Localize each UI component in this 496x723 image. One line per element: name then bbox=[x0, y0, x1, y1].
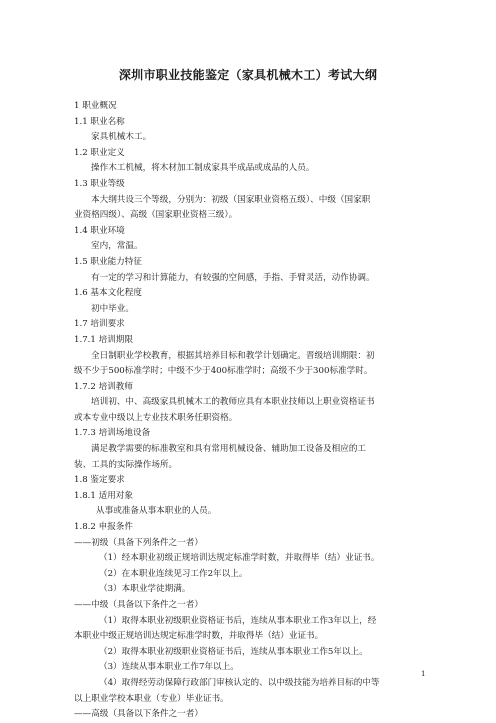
paragraph-line: 从事或准备从事本职业的人员。 bbox=[96, 506, 217, 517]
paragraph-line: 满足教学需要的标准教室和具有常用机械设备、辅助加工设备及相应的工 bbox=[91, 444, 367, 455]
list-item: （3）连续从事本职业工作7年以上。 bbox=[99, 662, 239, 673]
section-heading: 1.8.1 适用对象 bbox=[74, 490, 133, 501]
list-item-continuation: 以上职业学校本职业（专业）毕业证书。 bbox=[74, 693, 229, 704]
paragraph-line: 操作木工机械，将木材加工制成家具半成品或成品的人员。 bbox=[91, 163, 315, 174]
list-item: （2）在本职业连续见习工作2年以上。 bbox=[99, 568, 248, 579]
section-heading: 1.3 职业等级 bbox=[74, 178, 125, 189]
page-number: 1 bbox=[421, 670, 426, 678]
section-heading: 1.6 基本文化程度 bbox=[74, 288, 142, 299]
paragraph-line: 本大纲共设三个等级，分别为：初级（国家职业资格五级）、中级（国家职 bbox=[91, 194, 371, 205]
section-heading: 1.7.3 培训场地设备 bbox=[74, 428, 151, 439]
section-heading: 1.7 培训要求 bbox=[74, 319, 125, 330]
level-heading: ——初级（具备下列条件之一者） bbox=[74, 537, 203, 548]
list-item: （1）取得本职业初级职业资格证书后，连续从事本职业工作3年以上，经 bbox=[99, 615, 377, 626]
paragraph-line: 或本专业中级以上专业技术职务任职资格。 bbox=[74, 412, 238, 423]
section-heading: 1.2 职业定义 bbox=[74, 147, 125, 158]
paragraph-line: 培训初、中、高级家具机械木工的教师应具有本职业技师以上职业资格证书 bbox=[91, 397, 375, 408]
paragraph-line: 业资格四级）、高级（国家职业资格三级）。 bbox=[74, 210, 238, 221]
section-heading: 1.5 职业能力特征 bbox=[74, 256, 142, 267]
section-heading: 1.8.2 申报条件 bbox=[74, 522, 133, 533]
paragraph-line: 级不少于500标准学时；中级不少于400标准学时；高级不少于300标准学时。 bbox=[74, 366, 373, 377]
paragraph-line: 有一定的学习和计算能力，有较强的空间感，手指、手臂灵活，动作协调。 bbox=[91, 272, 375, 283]
section-heading: 1.7.2 培训教师 bbox=[74, 381, 133, 392]
section-heading: 1 职业概况 bbox=[74, 101, 117, 111]
document-title: 深圳市职业技能鉴定（家具机械木工）考试大纲 bbox=[118, 68, 378, 82]
section-heading: 1.7.1 培训期限 bbox=[74, 334, 133, 345]
paragraph-line: 装、工具的实际操作场所。 bbox=[74, 459, 178, 470]
section-heading: 1.1 职业名称 bbox=[74, 116, 125, 127]
level-heading: ——中级（具备以下条件之一者） bbox=[74, 600, 203, 610]
list-item: （1）经本职业初级正规培训达规定标准学时数，并取得毕（结）业证书。 bbox=[99, 553, 380, 564]
section-heading: 1.4 职业环境 bbox=[74, 225, 125, 236]
section-heading: 1.8 鉴定要求 bbox=[74, 475, 125, 486]
paragraph-line: 家具机械木工。 bbox=[91, 132, 152, 143]
list-item: （3）本职业学徒期满。 bbox=[99, 584, 191, 595]
list-item-continuation: 本职业中级正规培训达规定标准学时数，并取得毕（结）业证书。 bbox=[74, 631, 324, 642]
paragraph-line: 初中毕业。 bbox=[91, 303, 134, 314]
paragraph-line: 室内，常温。 bbox=[91, 241, 143, 252]
paragraph-line: 全日制职业学校教育，根据其培养目标和教学计划确定。晋级培训期限：初 bbox=[91, 350, 375, 361]
list-item: （4）取得经劳动保障行政部门审核认定的、以中级技能为培养目标的中等 bbox=[99, 677, 380, 688]
list-item: （2）取得本职业初级职业资格证书后，连续从事本职业工作5年以上。 bbox=[99, 646, 368, 657]
level-heading: ——高级（具备以下条件之一者） bbox=[74, 709, 203, 720]
document-body bbox=[74, 99, 432, 723]
